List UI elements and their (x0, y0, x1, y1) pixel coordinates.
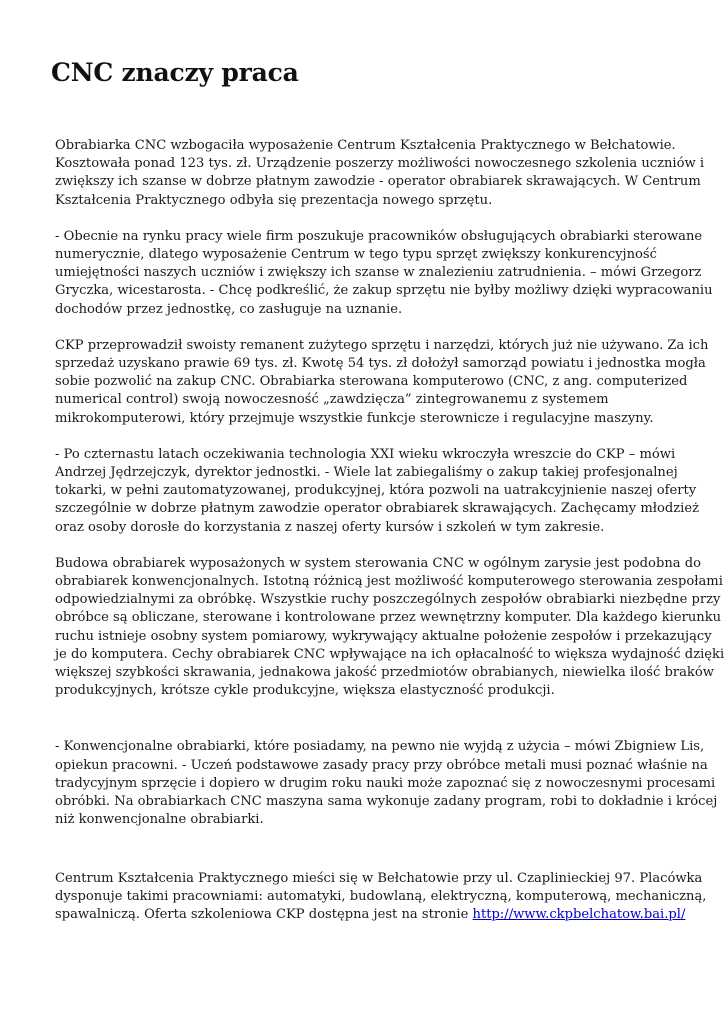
text-line: je do komputera. Cechy obrabiarek CNC wpływające na ich opłacalność to większa wydajność dzięki (55, 646, 725, 662)
text-line: CKP przeprowadził swoisty remanent zużytego sprzętu i narzędzi, których już nie używano. Za ich (55, 337, 709, 353)
article-body (55, 137, 725, 924)
text-line: odpowiedzialnymi za obróbkę. Wszystkie ruchy poszczególnych zespołów obrabiarki niezbędne przy (55, 592, 721, 608)
text-line-with-link (55, 906, 686, 924)
text-line: obróbce są obliczane, sterowane i kontrolowane przez wewnętrzny komputer. Dla każdego kierunku (55, 610, 722, 626)
text-line: - Obecnie na rynku pracy wiele firm poszukuje pracowników obsługujących obrabiarki sterowane (55, 228, 703, 244)
paragraph-quote-gryczka (55, 228, 713, 319)
text-line: Budowa obrabiarek wyposażonych w system sterowania CNC w ogólnym zarysie jest podobna do (55, 555, 701, 571)
text-line: sobie pozwolić na zakup CNC. Obrabiarka sterowana komputerowo (CNC, z ang. computerized (55, 374, 688, 390)
paragraph-purchase (55, 337, 709, 428)
paragraph-contact (55, 870, 707, 925)
text-line: oraz osoby dorosłe do korzystania z naszej oferty kursów i szkoleń w tym zakresie. (55, 519, 605, 535)
text-line: Kształcenia Praktycznego odbyła się prezentacja nowego sprzętu. (55, 192, 493, 208)
text-line: szczególnie w dobrze płatnym zawodzie operator obrabiarek skrawających. Zachęcamy młodzież (55, 501, 700, 517)
text-line: produkcyjnych, krótsze cykle produkcyjne, większa elastyczność produkcji. (55, 683, 555, 699)
paragraph-cnc-design (55, 555, 725, 701)
text-line: Centrum Kształcenia Praktycznego mieści się w Bełchatowie przy ul. Czaplinieckiej 97. Placówka (55, 870, 703, 886)
text-line: większej szybkości skrawania, jednakowa jakość przedmiotów obrabianych, niewielka ilość braków (55, 665, 714, 681)
website-link[interactable]: http://www.ckpbelchatow.bai.pl/ (472, 906, 686, 922)
text-line: obrabiarek konwencjonalnych. Istotną różnicą jest możliwość komputerowego sterowania zespołami (55, 574, 723, 590)
text-line: Andrzej Jędrzejczyk, dyrektor jednostki. - Wiele lat zabiegaliśmy o zakup takiej profesjonalnej (55, 465, 678, 481)
text-line: obróbki. Na obrabiarkach CNC maszyna sama wykonuje zadany program, robi to dokładnie i krócej (55, 794, 718, 810)
text-line: - Po czternastu latach oczekiwania technologia XXI wieku wkroczyła wreszcie do CKP – mówi (55, 446, 676, 462)
text-line: dochodów przez jednostkę, co zasługuje na uznanie. (55, 301, 403, 317)
paragraph-intro (55, 137, 705, 210)
text-line: dysponuje takimi pracowniami: automatyki, budowlaną, elektryczną, komputerową, mechaniczną, (55, 888, 707, 904)
article-title: CNC znaczy praca (51, 58, 299, 87)
text-line: umiejętności naszych uczniów i zwiększy ich szanse w znalezieniu zatrudnienia. – mówi Grzegorz (55, 265, 702, 281)
text-line: sprzedaż uzyskano prawie 69 tys. zł. Kwotę 54 tys. zł dołożył samorząd powiatu i jednostka mogła (55, 356, 706, 372)
paragraph-quote-jedrzejczyk (55, 446, 700, 537)
text-line: Obrabiarka CNC wzbogaciła wyposażenie Centrum Kształcenia Praktycznego w Bełchatowie. (55, 138, 676, 153)
text-line: ruchu istnieje osobny system pomiarowy, wykrywający aktualne położenie zespołów i przekazujący (55, 628, 712, 644)
text-line: zwiększy ich szanse w dobrze płatnym zawodzie - operator obrabiarek skrawających. W Centrum (55, 174, 701, 190)
text-segment: spawalniczą. Oferta szkoleniowa CKP dostępna jest na stronie (55, 906, 473, 922)
text-line: opiekun pracowni. - Uczeń podstawowe zasady pracy przy obróbce metali musi poznać właśnie na (55, 757, 708, 773)
text-line: niż konwencjonalne obrabiarki. (55, 812, 264, 828)
text-line: numerycznie, dlatego wyposażenie Centrum w tego typu sprzęt zwiększy konkurencyjność (55, 247, 657, 263)
text-line: Gryczka, wicestarosta. - Chcę podkreślić, że zakup sprzętu nie byłby możliwy dzięki wypracowaniu (55, 283, 713, 299)
text-line: mikrokomputerowi, który przejmuje wszystkie funkcje sterownicze i regulacyjne maszyny. (55, 410, 654, 426)
text-line: numerical control) swoją nowoczesność „zawdzięcza” zintegrowanemu z systemem (55, 392, 609, 408)
text-line: - Konwencjonalne obrabiarki, które posiadamy, na pewno nie wyjdą z użycia – mówi Zbigniew Lis, (55, 739, 705, 755)
text-line: tokarki, w pełni zautomatyzowanej, produkcyjnej, która pozwoli na uatrakcyjnienie naszej oferty (55, 483, 697, 499)
text-line: tradycyjnym sprzęcie i dopiero w drugim roku nauki może zapoznać się z nowoczesnymi procesami (55, 775, 716, 791)
paragraph-quote-lis (55, 738, 718, 829)
text-line: Kosztowała ponad 123 tys. zł. Urządzenie poszerzy możliwości nowoczesnego szkolenia uczniów i (55, 156, 705, 172)
